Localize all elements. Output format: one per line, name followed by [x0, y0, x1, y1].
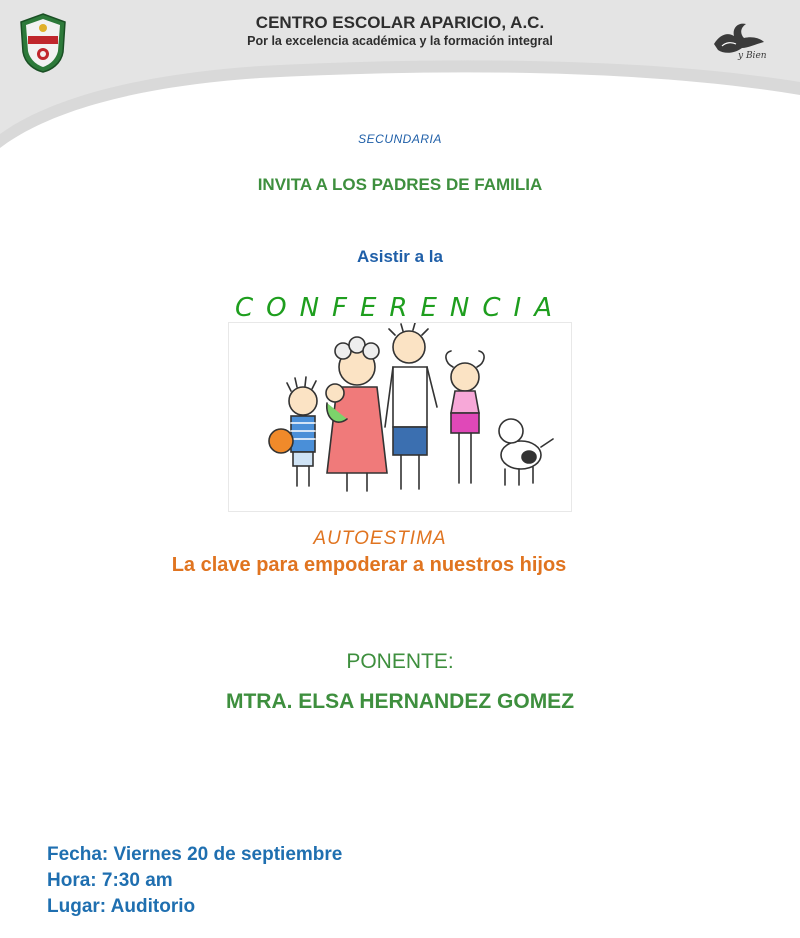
attend-line: Asistir a la [357, 247, 443, 266]
logo-right-text: y Bien [738, 51, 767, 61]
school-name: CENTRO ESCOLAR APARICIO, A.C. [255, 13, 545, 32]
talk-subtitle: La clave para empoderar a nuestros hijos [171, 554, 567, 576]
speaker-name: MTRA. ELSA HERNANDEZ GOMEZ [225, 690, 575, 713]
event-time: Hora: 7:30 am [47, 870, 173, 891]
school-motto: Por la excelencia académica y la formación integral [247, 34, 553, 48]
speaker-label: PONENTE: [346, 650, 454, 673]
event-type: CONFERENCIA [234, 293, 565, 323]
talk-topic: AUTOESTIMA [313, 528, 447, 549]
family-drawing-icon [228, 322, 572, 512]
event-place: Lugar: Auditorio [47, 896, 196, 917]
school-level: SECUNDARIA [358, 132, 442, 146]
invitation-line: INVITA A LOS PADRES DE FAMILIA [257, 175, 543, 194]
event-date: Fecha: Viernes 20 de septiembre [47, 844, 343, 865]
event-details [47, 842, 342, 920]
